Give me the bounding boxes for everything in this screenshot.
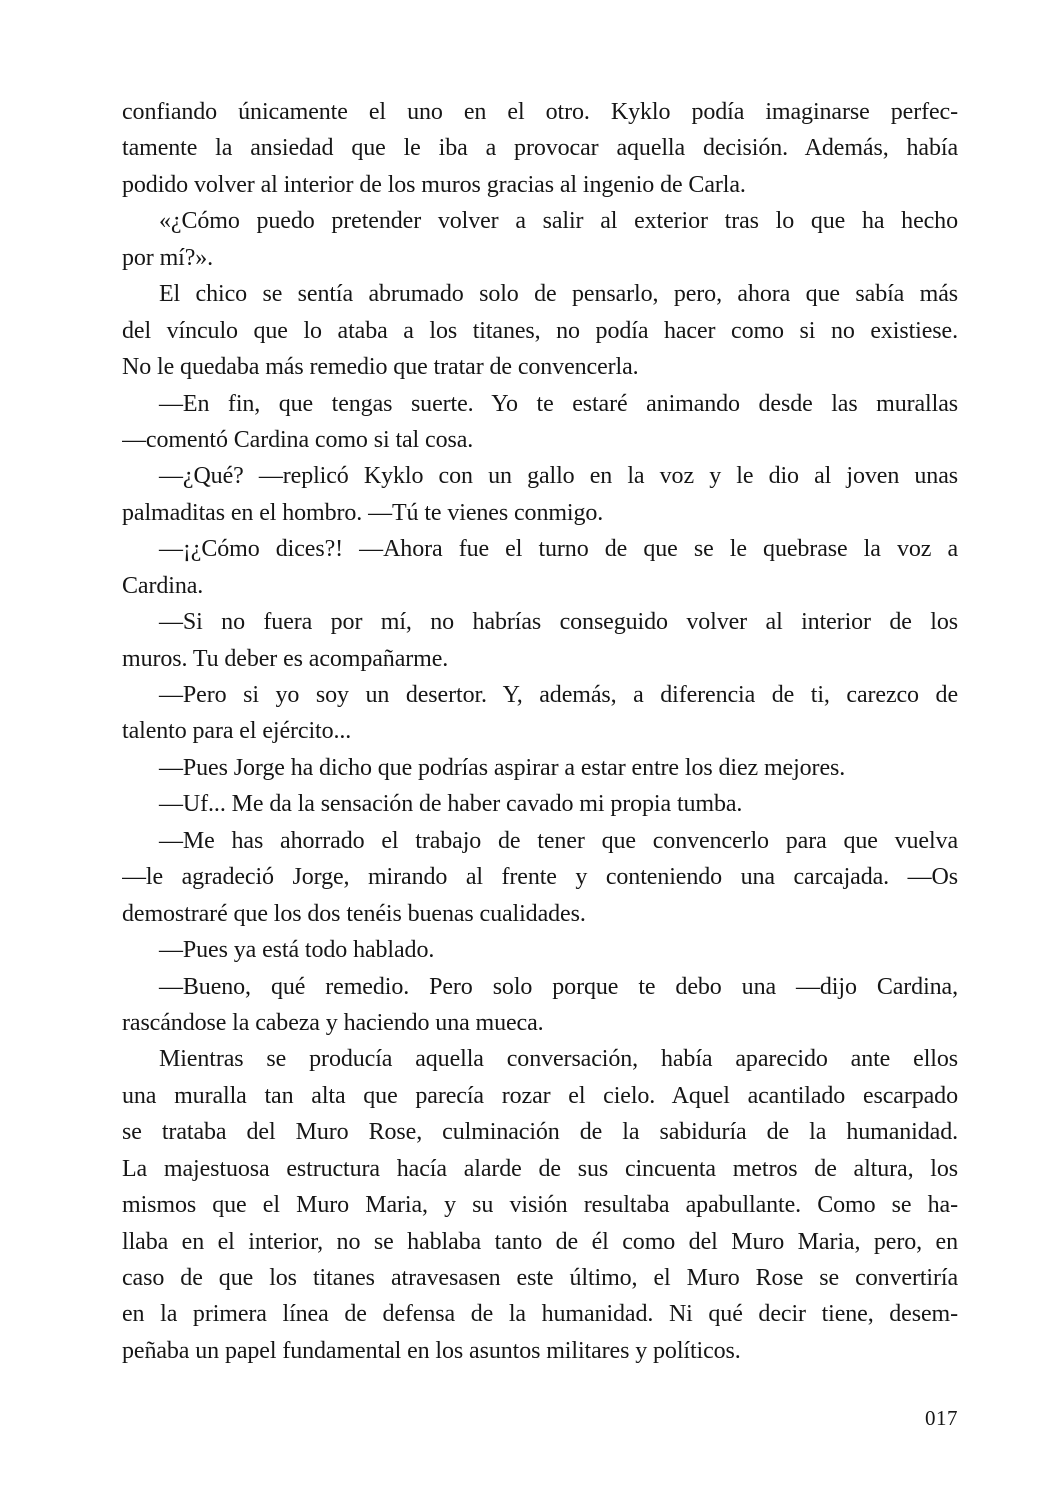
paragraph: [122, 531, 958, 604]
text-line: confiando únicamente el uno en el otro. Kyklo podía imaginarse perfec-: [122, 99, 958, 125]
paragraph: [122, 203, 958, 276]
text-line: rascándose la cabeza y haciendo una mueca.: [122, 1009, 544, 1036]
text-line: caso de que los titanes atravesasen este último, el Muro Rose se convertiría: [122, 1265, 958, 1291]
paragraph: [122, 386, 958, 459]
paragraph: [122, 969, 958, 1042]
paragraph: [122, 677, 958, 750]
text-line: La majestuosa estructura hacía alarde de sus cincuenta metros de altura, los: [122, 1155, 958, 1182]
text-line: —¿Qué? —replicó Kyklo con un gallo en la voz y le dio al joven unas: [159, 463, 958, 490]
text-line: —Pues Jorge ha dicho que podrías aspirar a estar entre los diez mejores.: [159, 754, 846, 781]
paragraph: [122, 932, 958, 968]
text-line: talento para el ejército...: [122, 718, 352, 745]
text-line: peñaba un papel fundamental en los asuntos militares y políticos.: [122, 1337, 741, 1364]
text-line: —Pero si yo soy un desertor. Y, además, a diferencia de ti, carezco de: [159, 682, 958, 708]
text-line: demostraré que los dos tenéis buenas cualidades.: [122, 900, 586, 927]
text-line: —Pues ya está todo hablado.: [159, 937, 435, 964]
text-line: —Uf... Me da la sensación de haber cavado mi propia tumba.: [159, 791, 743, 818]
text-line: —Si no fuera por mí, no habrías conseguido volver al interior de los: [159, 609, 958, 636]
text-line: No le quedaba más remedio que tratar de convencerla.: [122, 354, 639, 381]
text-line: llaba en el interior, no se hablaba tanto de él como del Muro Maria, pero, en: [122, 1228, 958, 1255]
text-block: [122, 94, 958, 1369]
text-line: se trataba del Muro Rose, culminación de la sabiduría de la humanidad.: [122, 1119, 958, 1146]
text-line: una muralla tan alta que parecía rozar el cielo. Aquel acantilado escarpado: [122, 1082, 958, 1109]
text-line: mismos que el Muro Maria, y su visión resultaba apabullante. Como se ha-: [122, 1192, 958, 1219]
text-line: —le agradeció Jorge, mirando al frente y conteniendo una carcajada. —Os: [122, 864, 958, 891]
text-line: del vínculo que lo ataba a los titanes, no podía hacer como si no existiese.: [122, 317, 958, 344]
text-line: El chico se sentía abrumado solo de pensarlo, pero, ahora que sabía más: [159, 281, 958, 308]
text-line: —¡¿Cómo dices?! —Ahora fue el turno de que se le quebrase la voz a: [159, 536, 958, 563]
paragraph: [122, 1041, 958, 1369]
text-line: muros. Tu deber es acompañarme.: [122, 645, 449, 672]
text-line: podido volver al interior de los muros gracias al ingenio de Carla.: [122, 171, 746, 198]
text-line: —Me has ahorrado el trabajo de tener que convencerlo para que vuelva: [159, 827, 958, 854]
paragraph: [122, 823, 958, 932]
text-line: Cardina.: [122, 572, 204, 599]
paragraph: [122, 458, 958, 531]
page-number: 017: [925, 1406, 958, 1430]
paragraph: [122, 750, 958, 786]
text-line: —Bueno, qué remedio. Pero solo porque te debo una —dijo Cardina,: [159, 973, 958, 1000]
paragraph: [122, 276, 958, 385]
paragraph: [122, 94, 958, 203]
paragraph: [122, 786, 958, 822]
text-line: «¿Cómo puedo pretender volver a salir al exterior tras lo que ha hecho: [159, 208, 958, 235]
text-line: —comentó Cardina como si tal cosa.: [122, 426, 474, 453]
paragraph: [122, 604, 958, 677]
text-line: en la primera línea de defensa de la humanidad. Ni qué decir tiene, desem-: [122, 1301, 958, 1328]
text-line: —En fin, que tengas suerte. Yo te estaré animando desde las murallas: [159, 390, 958, 417]
text-line: por mí?».: [122, 244, 214, 271]
text-line: tamente la ansiedad que le iba a provocar aquella decisión. Además, había: [122, 135, 958, 162]
text-line: palmaditas en el hombro. —Tú te vienes conmigo.: [122, 499, 604, 526]
text-line: Mientras se producía aquella conversación, había aparecido ante ellos: [159, 1046, 958, 1073]
